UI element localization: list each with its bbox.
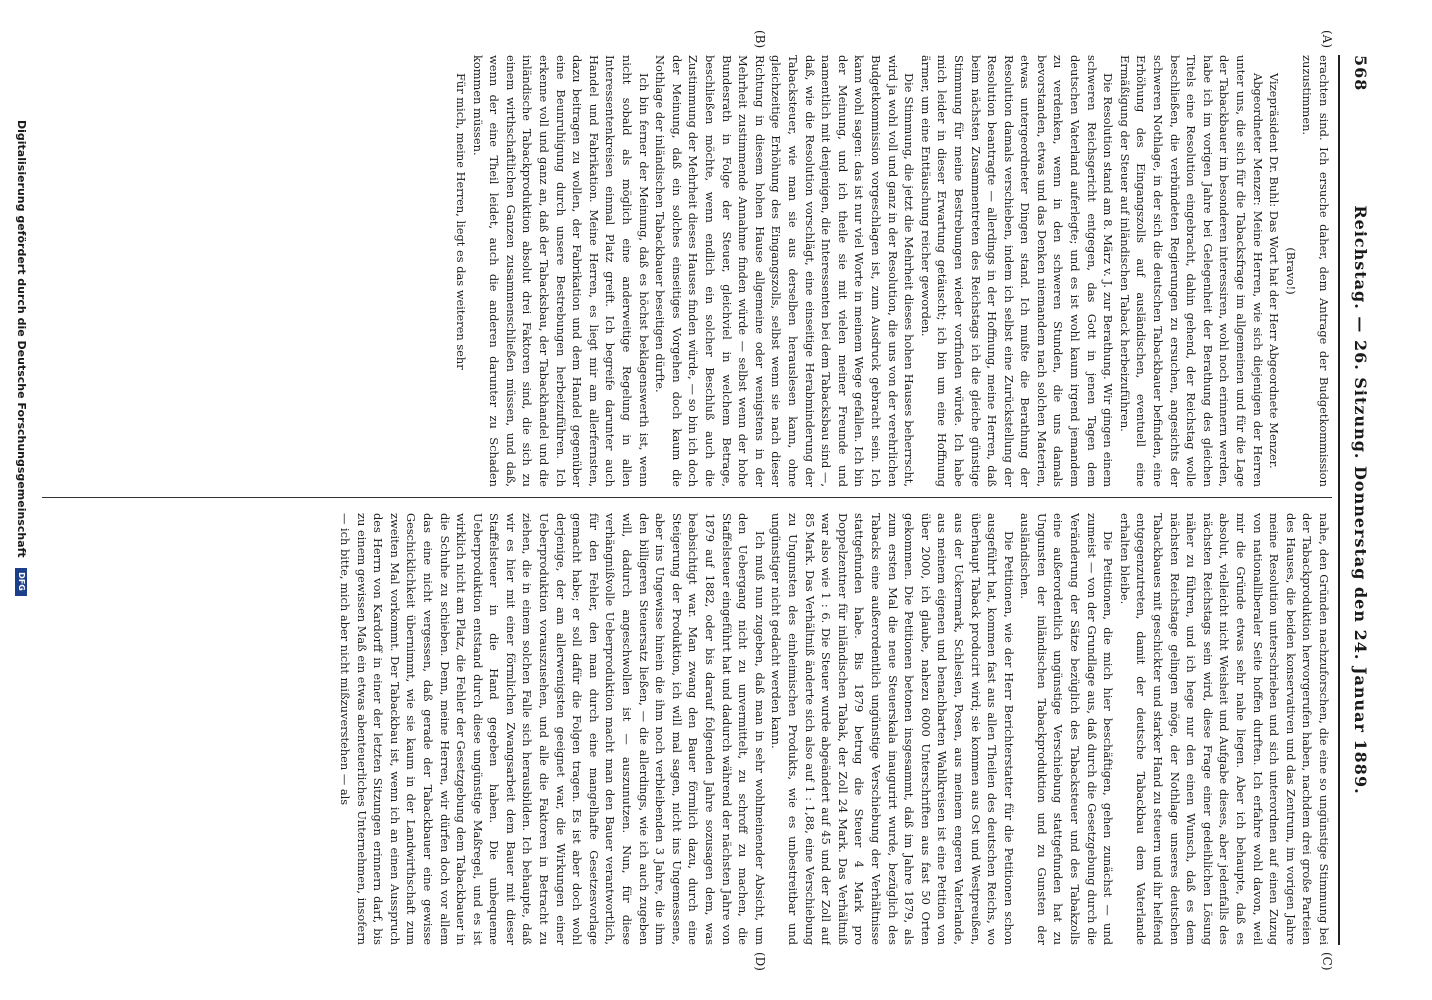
header-rule [1338,55,1340,945]
margin-mark-d: (D) [753,952,767,971]
text-column-right [42,513,1332,945]
paragraph: Vizepräsident Dr. Buhl: Das Wort hat der Herr Abgeordnete Menzer. [1267,73,1282,469]
dfg-logo: DFG [15,568,27,596]
paragraph: Die Resolution stand am 8. März v. J. zur Berathung. Wir gingen einem schweren Reichsgericht entgegen, das Gott in jenen Tagen dem deutschen Vaterland auferlegte; und es ist wohl kaum irgend jemandem zu verdenken, wenn in den schweren Stunden, die uns damals bevorstanden, etwas und das Denken niemandem nach solchen Materien, etwas untergeordneter Dingen stand. Ich mußte die Berathung der Resolution damals verschieben, indem ich selbst eine Zurückstellung der Resolution beantragte — allerdings in der Hoffnung, meine Herren, daß beim nächsten Zusammentreten des Reichstags ich die gleiche günstige Stimmung für meine Bestrebungen wieder vorfinden würde. Ich habe mich leider in dieser Erwartung getäuscht; ich bin um eine Hoffnung ärmer, um eine Enttäuschung reicher geworden. [918,55,1116,487]
running-title: Reichstag. — 26. Sitzung. Donnerstag den 24. Januar 1889. [1351,205,1370,795]
text-column-left [42,55,1332,487]
digitization-footer [6,120,28,880]
paragraph: Für mich, meine Herren, liegt es das weiteren sehr [454,73,469,370]
page-number: 568 [1351,55,1370,92]
running-header [1344,55,1370,945]
paragraph: Die Stimmung, die jetzt die Mehrheit dieses hohen Hauses beherrscht, wird ja wohl voll und ganz in der Resolution, die uns von der verehrlichen Budgetkommission vorgeschlagen ist, zum Ausdruck gebracht sein. Ich kann wohl sagen: das ist nur viel Worte in meinem Wege gefallen. Ich bin der Meinung, und ich theile sie mit vielen meiner Freunde und namentlich mit denjenigen, die Interessenten bei dem Tabacksbau sind —, daß, wie die Resolution vorschlägt, eine einseitige Herabminderung der Tabacksteuer, wie man sie aus derselben herauslesen kann, ohne gleichzeitige Erhöhung des Eingangszolls, selbst wenn sie nach dieser Richtung in diesem hohen Hause allgemeine oder wenigstens in der Mehrheit zustimmende Annahme finden würde — selbst wenn der hohe Bundesrath in Folge der Steuer, gleichviel in welchem Betrage, beschließen möchte, wenn endlich ein solcher Beschluß auch die Zustimmung der Mehrheit dieses Hauses finden würde, — so bin ich doch der Meinung, daß ein solches einseitiges Vorgehen doch kaum die Nothlage der inländischen Tabackbauer beseitigen dürfte. [653,55,917,487]
paragraph: Ich muß nun zugeben, daß man in sehr wohlmeinender Absicht, um den Uebergang nicht zu unvermittelt, zu schroff zu machen, die Staffelsteuer eingeführt hat und dadurch während der nächsten Jahre von 1879 auf 1882, oder bis darauf folgenden Jahre sozusagen dem, was beabsichtigt war. Man zwang den Bauer förmlich dazu, durch eine Steigerung der Produktion, ich will mal sagen, nicht ins Ungemessene, aber ins Ungewisse hinein die ihm noch verbleibenden 3 Jahre, die ihm den billigeren Steuersatz ließen, — die allerdings, wie ich auch zugeben will, dadurch angeschwollen ist — auszunutzen. Nun, für diese verhängnißvolle Ueberproduktion macht man den Bauer verantwortlich, für den Fehler, den man durch eine mangelhafte Gesetzesvorlage gemacht habe; er soll dafür die Folgen tragen. Es ist aber doch wohl derjenige, der am allerwenigsten geeignet war, die Wirkungen einer Ueberproduktion vorauszusehen, und alle die Faktoren in Betracht zu ziehen, die in einem solchen Falle sich herausbilden. Ich behaupte, daß wir es hier mit einer förmlichen Zwangsarbeit dem Bauer mit dieser Staffelsteuer in die Hand gegeben haben. Die unbequeme Ueberproduktion entstand durch diese ungünstige Maßregel, und es ist wirklich nicht am Platz, die Fehler der Gesetzgebung dem Tabackbauer in die Schuhe zu schieben. Denn, meine Herren, wir dürfen doch vor allem das eine nicht vergessen, daß gerade der Tabackbauer eine gewisse Geschicklichkeit übernimmt, wie sie kaum in der Landwirthschaft zum zweiten Mal vorkommt. Der Tabackbau ist, wenn ich an einen Ausspruch des Herrn von Kardorff in einer der letzten Sitzungen erinnern darf, bis zu einem gewissen Maß ein etwas abenteuerliches Unternehmen, insofern — ich bitte, mich aber nicht mißzuverstehen — als [337,513,767,945]
margin-mark-b: (B) [753,30,767,49]
applause-note: (Bravo!) [1283,247,1298,295]
paragraph: Die Petitionen, wie der Herr Berichterstatter für die Petitionen schon ausgeführt hat, kommen fast aus allen Theilen des deutschen Reichs, wo überhaupt Taback producirt wird; sie kommen aus Ost und Westpreußen, aus der Uckermark, Schlesien, Posen, aus meinem engeren Vaterlande, aus meinem eigenen und benachbarten Wahlkreisen ist eine Petition von über 2000, ich glaube, nahezu 6000 Unterschriften aus fast 50 Orten gekommen. Die Petitionen betonen insgesammt, daß im Jahre 1879, als zum ersten Mal die neue Steuerskala inaugurirt wurde, bezüglich des Tabacks eine außerordentlich ungünstige Verschiebung der Verhältnisse stattgefunden habe. Bis 1879 betrug die Steuer 4 Mark pro Doppelzentner für inländischen Tabak, der Zoll 24 Mark. Das Verhältniß war also wie 1 : 6. Die Steuer wurde abgeändert auf 45 und der Zoll auf 85 Mark. Das Verhältniß änderte sich also auf 1 : 1,88, eine Verschiebung zu Ungunsten des einheimischen Produkts, wie es unbestreitbar und ungünstiger nicht gedacht werden kann. [769,513,1016,945]
paragraph: nahe, den Gründen nachzuforschen, die eine so ungünstige Stimmung bei der Tabackproduktion hervorgerufen haben, nachdem drei große Parteien des Hauses, die beiden konservativen und das Zentrum, im vorigen Jahre meine Resolution unterschrieben und sich unterordnen auf einen Zuzug von nationalliberaler Seite hoffen durften. Ich erfahre wohl davon, weil mir die Gründe etwas sehr nahe liegen. Aber ich behaupte, daß es absolut, vielleicht nicht Weisheit und Aufgabe dieses, aber jedenfalls des nächsten Reichstags sein wird, diese Frage einer gedeihlichen Lösung näher zu führen, und ich hege nur den einen Wunsch, daß es dem nächsten Reichstage gelingen möge, der Nothlage unseres deutschen Tabackbaues mit geschickter und starker Hand zu steuern und ihr helfend entgegenzutreten, damit der deutsche Tabackbau dem Vaterlande erhalten bleibe. [1117,513,1331,945]
margin-mark-a: (A) [1320,30,1334,49]
footer-text: Digitalisierung gefördert durch die Deutsche Forschungsgemeinschaft [15,120,28,558]
paragraph: Ich bin ferner der Meinung, daß es höchst beklagenswerth ist, wenn nicht sobald als möglich eine anderweitige Regelung in allen Interessentenkreisen einmal Platz greift. Ich begreife darunter auch Handel und Fabrikation. Meine Herren, es liegt mir am allerfernsten, dazu beitragen zu wollen, der Fabrikation und dem Handel gegenüber eine Beunruhigung durch unsere Bestrebungen herbeizuführen. Ich erkenne voll und ganz an, daß der Tabacksbau, der Tabackhandel und die inländische Tabackproduktion absolut drei Faktoren sind, die sich zu einem wirthschaftlichen Ganzen zusammenschließen müssen, und daß, wenn der eine Theil leidet, auch die anderen darunter zu Schaden kommen müssen. [470,55,651,487]
column-divider [42,497,1332,498]
paragraph: Die Petitionen, die mich hier beschäftigen, gehen zunächst — und zumeist — von der Grundlage aus, daß durch die Gesetzgebung durch die Veränderung der Sätze bezüglich des Tabacksteuer und des Tabakzolls eine außerordentlich ungünstige Verschiebung stattgefunden hat zu Ungunsten der inländischen Tabackproduktion und zu Gunsten der ausländischen. [1018,513,1116,945]
margin-mark-c: (C) [1320,952,1334,971]
paragraph: Abgeordneter Menzer: Meine Herren, wie sich diejenigen der Herren unter uns, die sich für die Tabacksfrage im allgemeinen und für die Lage der Tabackbauer im besonderen interessiren, wohl noch erinnern werden, habe ich im vorigen Jahre bei Gelegenheit der Berathung des gleichen Titels eine Resolution eingebracht, dahin gehend, der Reichstag wolle beschließen, die verbündeten Regierungen zu ersuchen, angesichts der schweren Nothlage, in der sich die deutschen Tabackbauer befinden, eine Erhöhung des Eingangszolls auf ausländischen, eventuell eine Ermäßigung der Steuer auf inländischen Taback herbeizuführen. [1117,55,1265,487]
paragraph: erachten sind. Ich ersuche daher, dem Antrage der Budgetkommission zuzustimmen. [1300,55,1331,487]
